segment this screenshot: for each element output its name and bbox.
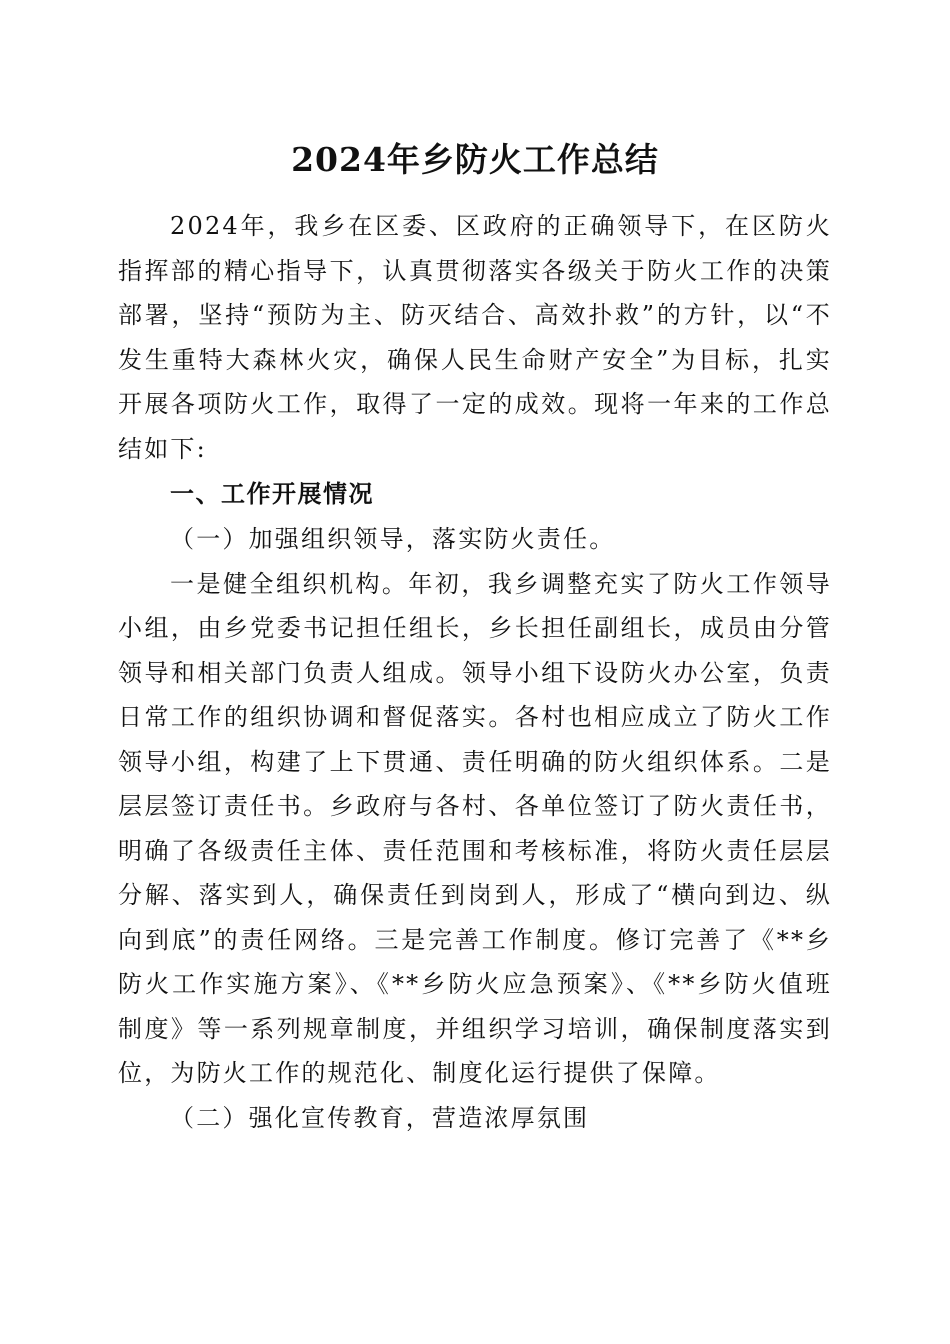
document-body bbox=[118, 204, 832, 1140]
intro-paragraph: 2024年，我乡在区委、区政府的正确领导下，在区防火指挥部的精心指导下，认真贯彻落实各级关于防火工作的决策部署，坚持“预防为主、防灭结合、高效扑救”的方针，以“不发生重特大森林火灾，确保人民生命财产安全”为目标，扎实开展各项防火工作，取得了一定的成效。现将一年来的工作总结如下: bbox=[118, 212, 832, 463]
subsection-heading-2: （二）强化宣传教育，营造浓厚氛围 bbox=[170, 1103, 590, 1132]
section-heading-1: 一、工作开展情况 bbox=[170, 480, 374, 508]
subsection-heading-1: （一）加强组织领导，落实防火责任。 bbox=[170, 525, 616, 553]
subsection-1-paragraph: 一是健全组织机构。年初，我乡调整充实了防火工作领导小组，由乡党委书记担任组长，乡长担任副组长，成员由分管领导和相关部门负责人组成。领导小组下设防火办公室，负责日常工作的组织协调和督促落实。各村也相应成立了防火工作领导小组，构建了上下贯通、责任明确的防火组织体系。二是层层签订责任书。乡政府与各村、各单位签订了防火责任书，明确了各级责任主体、责任范围和考核标准，将防火责任层层分解、落实到人，确保责任到岗到人，形成了“横向到边、纵向到底”的责任网络。三是完善工作制度。修订完善了《**乡防火工作实施方案》、《**乡防火应急预案》、《**乡防火值班制度》等一系列规章制度，并组织学习培训，确保制度落实到位，为防火工作的规范化、制度化运行提供了保障。 bbox=[118, 569, 832, 1087]
document-title: 2024年乡防火工作总结 bbox=[291, 140, 659, 179]
